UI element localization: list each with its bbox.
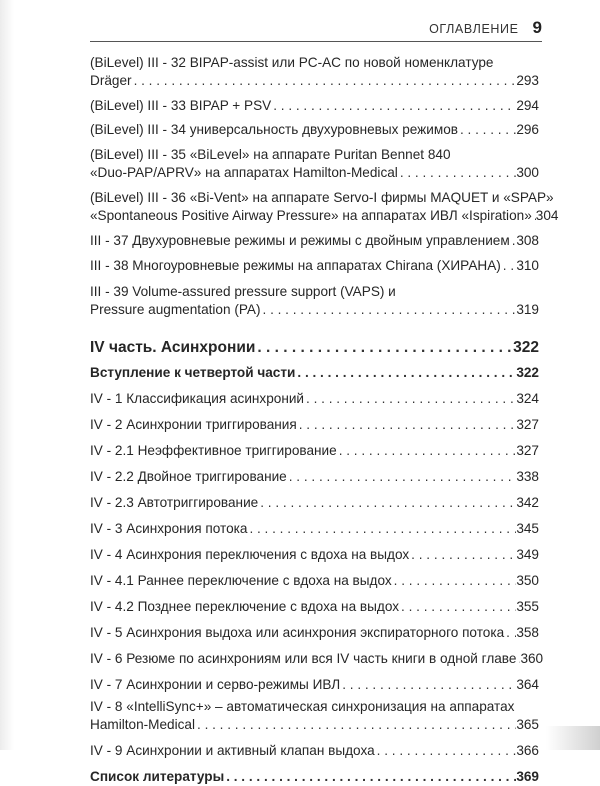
- toc-entry-iii-36[interactable]: [90, 189, 559, 225]
- toc-entry-page: 365: [516, 717, 539, 732]
- toc-entry-page: 350: [516, 573, 539, 588]
- toc-entry-intro-iv[interactable]: [90, 364, 539, 382]
- toc-entry-text: IV - 4 Асинхрония переключения с вдоха на выдох: [90, 547, 410, 562]
- toc-entry-iii-38[interactable]: [90, 257, 539, 275]
- toc-entry-iii-39[interactable]: [90, 283, 539, 319]
- toc-entry-iv-4[interactable]: [90, 546, 539, 564]
- toc-entry-text: IV - 5 Асинхрония выдоха или асинхрония экспираторного потока: [90, 625, 505, 640]
- toc-entry-iv-7[interactable]: [90, 676, 539, 694]
- leader-dots: [337, 442, 517, 460]
- header-page-number: 9: [532, 18, 542, 37]
- page-corner-shadow: [546, 726, 600, 750]
- page-spine-shadow: [0, 0, 14, 750]
- toc-entry-iv-4-1[interactable]: [90, 572, 539, 590]
- toc-entry-iii-35[interactable]: [90, 146, 539, 182]
- toc-entry-page: 342: [516, 495, 539, 510]
- toc-entry-iii-32[interactable]: [90, 54, 539, 90]
- toc-entry-iv-3[interactable]: [90, 520, 539, 538]
- toc-entry-text: IV - 4.1 Раннее переключение с вдоха на выдох: [90, 573, 392, 588]
- toc-entry-text: III - 37 Двухуровневые режимы и режимы с двойным управлением: [90, 233, 510, 248]
- toc-entry-page: 293: [516, 73, 539, 88]
- toc-entry-text: (BiLevel) III - 35 «BiLevel» на аппарате Puritan Bennet 840: [90, 147, 451, 162]
- toc-entry-page: 345: [516, 521, 539, 536]
- toc-entry-page: 327: [516, 417, 539, 432]
- leader-dots: [375, 742, 517, 760]
- leader-dots: [504, 624, 516, 642]
- leader-dots: [409, 546, 516, 564]
- leader-dots: [247, 520, 516, 538]
- toc-entry-text: Список литературы: [90, 769, 225, 784]
- toc-entry-text: IV - 2.3 Автотриггирование: [90, 495, 259, 510]
- header-title: ОГЛАВЛЕНИЕ: [429, 22, 519, 36]
- toc-entry-page: 310: [516, 258, 539, 273]
- toc-entry-text: «Spontaneous Positive Airway Pressure» на аппаратах ИВЛ «Ispiration»: [90, 208, 532, 223]
- toc-entry-text: (BiLevel) III - 32 BIPAP-assist или PC-AC по новой номенклатуре: [90, 55, 494, 70]
- toc-entry-text: III - 39 Volume-assured pressure support (VAPS) и: [90, 284, 396, 299]
- toc-entry-page: 319: [516, 302, 539, 317]
- toc-entry-text: «Duo-PAP/APRV» на аппаратах Hamilton-Medical: [90, 165, 398, 180]
- toc-entry-page: 360: [520, 651, 544, 666]
- leader-dots: [340, 676, 516, 694]
- toc-entry-text: IV - 9 Асинхронии и активный клапан выдоха: [90, 743, 375, 758]
- toc-entry-page: 358: [516, 625, 539, 640]
- toc-entry-text: IV - 2 Асинхронии триггирования: [90, 417, 297, 432]
- toc-entry-text: IV - 6 Резюме по асинхрониям или вся IV часть книги в одной главе: [90, 651, 517, 666]
- toc-entry-page: 308: [516, 233, 539, 248]
- toc-entry-page: 369: [516, 769, 539, 784]
- leader-dots: [224, 768, 516, 786]
- toc-entry-page: 304: [535, 208, 559, 223]
- running-header: [90, 10, 542, 42]
- toc-entry-text: IV - 3 Асинхрония потока: [90, 521, 248, 536]
- leader-dots: [458, 121, 516, 139]
- leader-dots: [261, 301, 517, 319]
- toc-entry-iv-2[interactable]: [90, 416, 539, 434]
- leader-dots: [258, 494, 516, 512]
- toc-entry-page: 327: [516, 443, 539, 458]
- toc-entry-text: IV часть. Асинхронии: [90, 339, 256, 356]
- toc-entry-text: IV - 1 Классификация асинхроний: [90, 391, 305, 406]
- leader-dots: [297, 416, 517, 434]
- table-of-contents: [90, 54, 559, 786]
- toc-entry-page: 349: [516, 547, 539, 562]
- toc-entry-text: IV - 2.2 Двойное триггирование: [90, 469, 287, 484]
- toc-entry-iv-2-3[interactable]: [90, 494, 539, 512]
- toc-entry-iv-4-2[interactable]: [90, 598, 539, 616]
- toc-entry-iii-34[interactable]: [90, 121, 539, 139]
- leader-dots: [295, 364, 516, 382]
- toc-entry-iv-2-1[interactable]: [90, 442, 539, 460]
- toc-entry-text: IV - 2.1 Неэффективное триггирование: [90, 443, 337, 458]
- toc-entry-page: 294: [516, 98, 539, 113]
- toc-entry-page: 364: [516, 677, 539, 692]
- toc-entry-iv-9[interactable]: [90, 742, 539, 760]
- toc-entry-iii-33[interactable]: [90, 97, 539, 115]
- toc-entry-page: 355: [516, 599, 539, 614]
- toc-entry-text: IV - 4.2 Позднее переключение с вдоха на выдох: [90, 599, 400, 614]
- toc-entry-bibliography[interactable]: [90, 768, 539, 786]
- toc-entry-text: Pressure augmentation (PA): [90, 302, 261, 317]
- toc-entry-text: Вступление к четвертой части: [90, 365, 296, 380]
- toc-entry-iii-37[interactable]: [90, 232, 539, 250]
- leader-dots: [501, 257, 517, 275]
- toc-entry-page: 366: [516, 743, 539, 758]
- toc-entry-page: 338: [516, 469, 539, 484]
- leader-dots: [255, 339, 513, 357]
- toc-entry-iv-8[interactable]: [90, 698, 539, 734]
- leader-dots: [132, 72, 517, 90]
- toc-entry-text: IV - 8 «IntelliSync+» – автоматическая синхронизация на аппаратах: [90, 699, 515, 714]
- toc-entry-text: IV - 7 Асинхронии и серво-режимы ИВЛ: [90, 677, 341, 692]
- toc-entry-text: (BiLevel) III - 34 универсальность двухуровневых режимов: [90, 122, 458, 137]
- toc-entry-text: Dräger: [90, 73, 132, 88]
- toc-entry-page: 296: [516, 122, 539, 137]
- toc-entry-page: 300: [516, 165, 539, 180]
- toc-entry-text: (BiLevel) III - 36 «Bi-Vent» на аппарате Servo-I фирмы MAQUET и «SPAP»: [90, 190, 554, 205]
- toc-entry-text: III - 38 Многоуровневые режимы на аппаратах Chirana (ХИРАНА): [90, 258, 501, 273]
- leader-dots: [304, 390, 516, 408]
- leader-dots: [195, 716, 516, 734]
- toc-entry-text: (BiLevel) III - 33 BIPAP + PSV: [90, 98, 272, 113]
- leader-dots: [398, 164, 516, 182]
- toc-entry-iv-2-2[interactable]: [90, 468, 539, 486]
- toc-entry-text: Hamilton-Medical: [90, 717, 196, 732]
- leader-dots: [271, 97, 516, 115]
- toc-entry-page: 322: [516, 365, 539, 380]
- toc-entry-page: 322: [513, 339, 539, 356]
- leader-dots: [287, 468, 517, 486]
- toc-entry-iv-5[interactable]: [90, 624, 539, 642]
- leader-dots: [392, 572, 517, 590]
- toc-part-iv[interactable]: [90, 339, 539, 357]
- leader-dots: [510, 232, 517, 250]
- toc-entry-iv-6[interactable]: [90, 650, 544, 668]
- toc-entry-page: 324: [516, 391, 539, 406]
- toc-entry-iv-1[interactable]: [90, 390, 539, 408]
- leader-dots: [399, 598, 516, 616]
